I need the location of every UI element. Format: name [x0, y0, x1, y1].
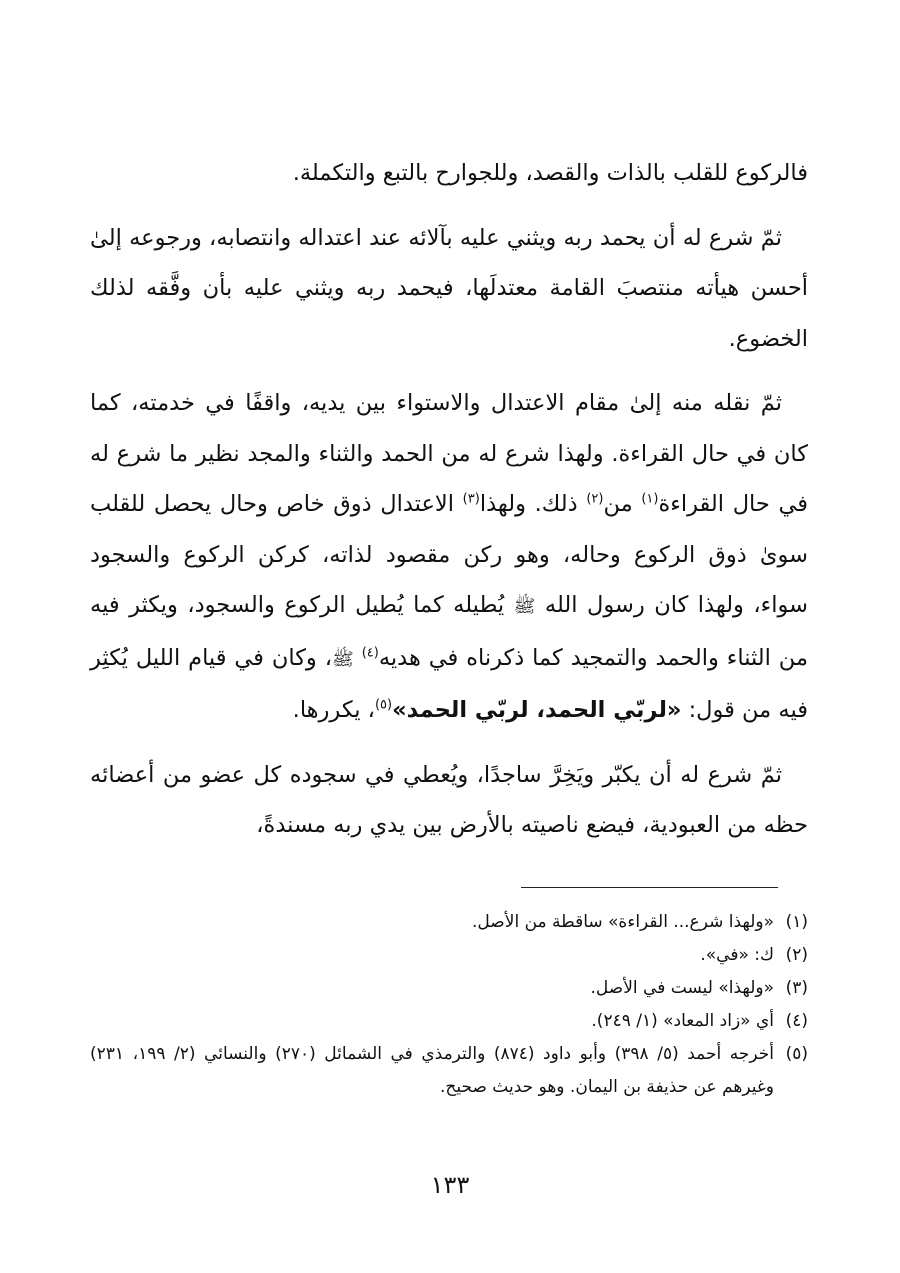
paragraph-3-text: يُطيله كما يُطيل الركوع والسجود، ويكثر فيه من الثناء والحمد والتمجيد كما ذكرناه في هديه: [90, 592, 808, 671]
paragraph-1: فالركوع للقلب بالذات والقصد، وللجوارح بالتبع والتكملة.: [292, 160, 808, 186]
paragraph-3-text: الاعتدال ذوق خاص وحال يحصل للقلب سوىٰ ذوق الركوع وحاله، وهو ركن مقصود لذاته، كركن الركوع والسجود سواء، ولهذا كان رسول الله: [90, 491, 808, 618]
footnote-number: (٤): [785, 1011, 808, 1031]
paragraph-2: ثمّ شرع له أن يحمد ربه ويثني عليه بآلائه عند اعتداله وانتصابه، ورجوعه إلىٰ أحسن هيأته منتصبَ القامة معتدلَها، فيحمد ربه ويثني عليه بأن وفَّقه لذلك الخضوع.: [90, 224, 808, 352]
footnote-text: أخرجه أحمد (٥/ ٣٩٨) وأبو داود (٨٧٤) والترمذي في الشمائل (٢٧٠) والنسائي (٢/ ١٩٩، ٢٣١) وغيرهم عن حذيفة بن اليمان. وهو حديث صحيح.: [90, 1044, 774, 1097]
footnote-number: (١): [785, 912, 808, 932]
footnote-text: «ولهذا شرع... القراءة» ساقطة من الأصل.: [472, 912, 774, 932]
footnote-number: (٢): [785, 945, 808, 965]
footnote-ref-4[interactable]: (٤): [361, 645, 379, 660]
paragraph-3-text: ، وكان في قيام الليل يُكثِر فيه من قول:: [90, 644, 808, 723]
paragraph-4: ثمّ شرع له أن يكبّر ويَخِرَّ ساجدًا، ويُعطي في سجوده كل عضو من أعضائه حظه من العبودية، فيضع ناصيته بالأرض بين يدي ربه مسندةً،: [90, 761, 808, 838]
footnote-number: (٥): [785, 1044, 808, 1064]
footnote-text: «ولهذا» ليست في الأصل.: [590, 978, 774, 998]
footnote-text: ك: «في».: [700, 945, 774, 965]
main-text: [90, 148, 808, 851]
footnote-1: [90, 906, 808, 939]
paragraph-3-text: من: [603, 491, 642, 517]
paragraph-3-text: ، يكررها.: [292, 697, 375, 723]
hadith-quote: «لربّي الحمد، لربّي الحمد»: [392, 697, 682, 723]
footnote-ref-2[interactable]: (٢): [586, 491, 604, 507]
footnote-ref-5[interactable]: (٥): [374, 697, 393, 713]
paragraph-3-text: ثمّ نقله منه إلىٰ مقام الاعتدال والاستواء بين يديه، واقفًا في خدمته، كما كان في حال القراءة. ولهذا شرع له من الحمد والثناء والمجد نظير ما شرع له في حال القراءة: [90, 390, 808, 517]
footnote-ref-1[interactable]: (١): [641, 491, 659, 507]
page-number: ١٣٣: [430, 1171, 470, 1199]
footnote-4: [90, 1005, 808, 1038]
footnote-5: [90, 1038, 808, 1104]
salawat-honorific: ﷺ: [513, 596, 536, 617]
salawat-honorific: ﷺ: [332, 648, 354, 670]
footnote-2: [90, 939, 808, 972]
footnote-3: [90, 972, 808, 1005]
footnote-ref-3[interactable]: (٣): [462, 491, 480, 507]
footnote-number: (٣): [785, 978, 808, 998]
footnote-text: أي «زاد المعاد» (١/ ٢٤٩).: [591, 1011, 774, 1031]
footnote-separator: [521, 887, 778, 888]
footnotes: [90, 906, 808, 1104]
paragraph-3: [90, 378, 808, 736]
paragraph-3-text: ذلك. ولهذا: [479, 491, 587, 517]
